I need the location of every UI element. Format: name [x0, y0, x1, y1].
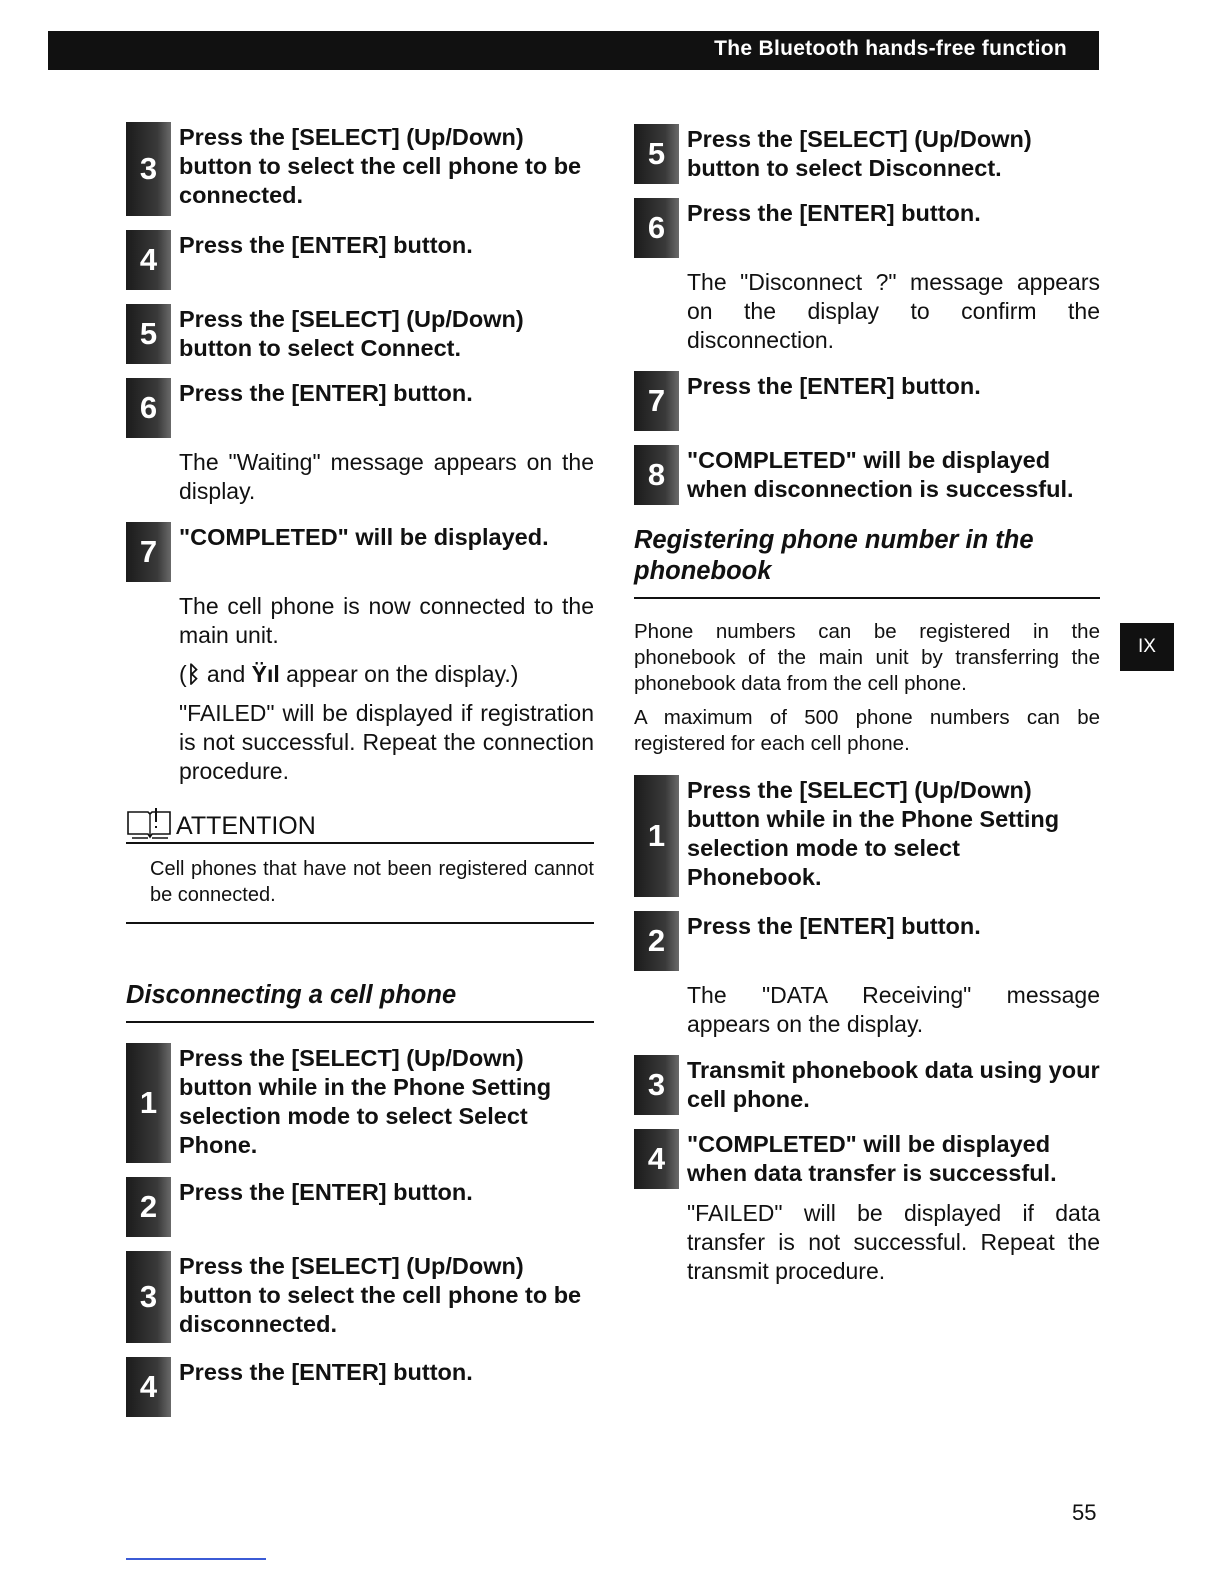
note-waiting: [126, 448, 594, 506]
step-8-disconnect: [634, 445, 1100, 505]
attention-box: [126, 804, 594, 924]
step-number: 8: [634, 445, 679, 505]
attention-body: Cell phones that have not been registered cannot be connected.: [126, 844, 594, 924]
step-1-phonebook: [634, 775, 1100, 897]
step-number: 5: [634, 124, 679, 184]
step-7-disconnect: [634, 371, 1100, 431]
step-number: 1: [634, 775, 679, 897]
note-connected: [126, 592, 594, 786]
left-column: [126, 122, 594, 1431]
paragraph-phonebook: Phone numbers can be registered in the phonebook of the main unit by transferring the phonebook data from the cell phone.: [634, 620, 1100, 695]
step-3-phonebook: [634, 1055, 1100, 1115]
header-title: The Bluetooth hands-free function: [714, 37, 1067, 60]
step-4-disconnect: [126, 1357, 594, 1417]
step-text: Press the [SELECT] (Up/Down) button while in the Phone Setting selection mode to select Select Phone.: [179, 1045, 552, 1158]
attention-header: [126, 804, 594, 844]
step-text: Press the [ENTER] button.: [687, 373, 981, 399]
step-text: Press the [ENTER] button.: [179, 1359, 473, 1385]
step-number: 6: [126, 378, 171, 438]
step-text: Press the [SELECT] (Up/Down) button to select Connect.: [179, 306, 524, 361]
step-4-phonebook: [634, 1129, 1100, 1189]
note-data-receiving: [634, 981, 1100, 1039]
step-number: 1: [126, 1043, 171, 1163]
step-text: Press the [SELECT] (Up/Down) button while in the Phone Setting selection mode to select Phonebook.: [687, 777, 1060, 890]
book-icon: [126, 804, 174, 840]
page-number: 55: [1072, 1500, 1097, 1525]
note-text: The cell phone is now connected to the main unit.: [179, 593, 594, 648]
signal-icon: Ÿıl: [251, 661, 280, 687]
step-2-disconnect: [126, 1177, 594, 1237]
step-4-connect: [126, 230, 594, 290]
step-number: 7: [634, 371, 679, 431]
section-title-disconnect: Disconnecting a cell phone: [126, 980, 594, 1023]
note-text: The "Waiting" message appears on the display.: [179, 449, 594, 504]
step-text: Press the [ENTER] button.: [179, 380, 473, 406]
step-text: Press the [ENTER] button.: [687, 913, 981, 939]
note-text: "FAILED" will be displayed if data transfer is not successful. Repeat the transmit procedure.: [687, 1200, 1100, 1284]
step-text: Press the [ENTER] button.: [687, 200, 981, 226]
step-7-connect: [126, 522, 594, 582]
step-number: 3: [126, 122, 171, 216]
step-number: 4: [634, 1129, 679, 1189]
attention-title: ATTENTION: [176, 812, 316, 840]
note-failed: "FAILED" will be displayed if registration is not successful. Repeat the connection procedure.: [179, 700, 594, 784]
step-number: 3: [126, 1251, 171, 1343]
step-text: Press the [SELECT] (Up/Down) button to select the cell phone to be connected.: [179, 124, 582, 208]
step-3-disconnect: [126, 1251, 594, 1343]
step-2-phonebook: [634, 911, 1100, 971]
step-number: 6: [634, 198, 679, 258]
step-number: 2: [126, 1177, 171, 1237]
step-text: Press the [ENTER] button.: [179, 232, 473, 258]
step-number: 4: [126, 1357, 171, 1417]
step-1-disconnect: [126, 1043, 594, 1163]
footer-divider: [126, 1558, 266, 1560]
note-transfer-failed: [634, 1199, 1100, 1286]
note-text: The "DATA Receiving" message appears on the display.: [687, 982, 1100, 1037]
note-disconnect: [634, 268, 1100, 355]
step-text: "COMPLETED" will be displayed when disconnection is successful.: [687, 447, 1074, 502]
step-number: 7: [126, 522, 171, 582]
header-bar: [48, 31, 1099, 70]
step-5-disconnect: [634, 124, 1100, 184]
step-text: "COMPLETED" will be displayed.: [179, 524, 549, 550]
step-text: Press the [SELECT] (Up/Down) button to select Disconnect.: [687, 126, 1032, 181]
paragraph-maximum: A maximum of 500 phone numbers can be registered for each cell phone.: [634, 706, 1100, 755]
note-text: The "Disconnect ?" message appears on the display to confirm the disconnection.: [687, 269, 1100, 353]
step-6-connect: [126, 378, 594, 438]
step-text: Press the [ENTER] button.: [179, 1179, 473, 1205]
step-3-connect: [126, 122, 594, 216]
step-text: Press the [SELECT] (Up/Down) button to select the cell phone to be disconnected.: [179, 1253, 582, 1337]
right-column: [634, 124, 1100, 1302]
step-number: 2: [634, 911, 679, 971]
step-5-connect: [126, 304, 594, 364]
bluetooth-icon: ᛒ: [186, 661, 201, 687]
step-text: Transmit phonebook data using your cell phone.: [687, 1057, 1100, 1112]
step-6-disconnect: [634, 198, 1100, 258]
step-number: 3: [634, 1055, 679, 1115]
section-title-phonebook: Registering phone number in the phonebook: [634, 525, 1100, 599]
step-number: 4: [126, 230, 171, 290]
step-text: "COMPLETED" will be displayed when data transfer is successful.: [687, 1131, 1057, 1186]
chapter-tab: IX: [1120, 623, 1174, 671]
step-number: 5: [126, 304, 171, 364]
icons-note: (ᛒ and Ÿıl appear on the display.): [179, 661, 519, 687]
